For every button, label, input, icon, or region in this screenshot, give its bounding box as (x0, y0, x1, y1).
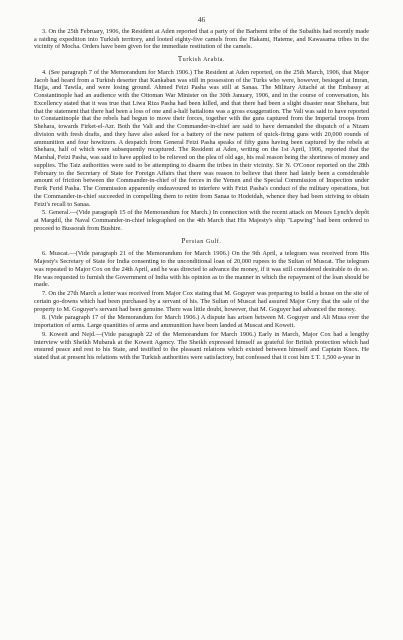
paragraph-9: 9. Koweit and Nejd.—(Vide paragraph 22 of the Memorandum for March 1906.) Early in March, Major Cox had a lengthy interview with Sheikh Mubarak at the Koweit Agency. The Sheikh expressed himself as grateful for British protection which had ensured peace and rest to his State, and testified to the pleasant relations which existed between himself and Captain Knox. He stated that at present his relations with the Turkish authorities were satisfactory, but confessed that it cost him £ T. 1,500 a-year in (34, 330, 369, 361)
paragraph-8: 8. (Vide paragraph 17 of the Memorandum for March 1906.) A dispute has arisen between M. Goguyer and Ali Musa over the importation of arms. Large quantities of arms and ammunition have been landed at Muscat and Koweit. (34, 314, 369, 329)
page-number: 46 (197, 16, 206, 24)
section-heading-persian-gulf: Persian Gulf. (181, 236, 222, 245)
paragraph-5: 5. General.—(Vide paragraph 15 of the Memorandum for March.) In connection with the recent attack on Messrs Lynch's depôt at Margdil, the Naval Commander-in-chief telegraphed on the 4th March that His Majesty's ship "Lapwing" had been ordered to proceed to Bussorah from Bushire. (34, 209, 369, 232)
paragraph-7: 7. On the 27th March a letter was received from Major Cox stating that M. Goguyer was preparing to build a house on the site of certain go-downs which had been purchased by a servant of his. The Sultan of Muscat had assured Major Grey that the sale of the property to M. Goguyer's servant had been genuine. There was little doubt, however, that M. Goguyer had advanced the money. (34, 290, 369, 313)
paragraph-3: 3. On the 25th February, 1906, the Resident at Aden reported that a party of the Barhemi tribe of the Subaihis had recently made a raiding expedition into Turkish territory, and looted eighty-five camels from the Hakami, Hateme, and Kawasama tribes in the vicinity of Mocha. Orders have been given for the immediate restitution of the camels. (34, 27, 369, 51)
paragraph-4: 4. (See paragraph 7 of the Memorandum for March 1906.) The Resident at Aden reported, on the 25th March, 1906, that Major Jacob had heard from a Turkish deserter that Kankaban was still in possession of the Turks who were, however, besieged at Imran, Hajja, and Tawila, and were losing ground. Ahmed Feizi Pasha was still at Sanaa. The Military Attaché at the Embassy at Constantinople had an audience with the Ottoman War Minister on the 30th January, 1906, and in the course of conversation, his Excellency stated that it was true that Liwa Riza Pasha had been killed, and that there had been a slight disaster near Shehara, but that the statement that there had been a loss of one and a-half battalions was a gross exaggeration. The Vali was said to have reported to Constantinople that the rebels had begun to move their forces, together with the guns captured from the Imperial troops from Shehara, towards Firket-el-Azr. Both the Vali and the Commander-in-chief are said to have demanded the dispatch of a Nizam division with fresh drafts, and they have also asked for a battery of the new pattern of quick-firing guns with 20,000 rounds of ammunition and four howitzers. A despatch from General Feizi Pasha speaks of fifty guns having been captured by the rebels at Shehara, half of which were subsequently recaptured. The Resident at Aden, writing on the 1st April, 1906, reported that the Marshal, Feizi Pasha, was said to have applied to be relieved on the plea of old age, his real reason being the shortness of money and supplies. The Taiz authorities were said to be attempting to disarm the tribes in their vicinity. Sir N. O'Conor reported on the 28th February to the Secretary of State for Foreign Affairs that there was reason to believe that there had lately been a considerable amount of friction between the Commander-in-chief of the forces in the Yemen and the Special Commission of Inspection under Ferik Ferid Pasha. The Commission apparently endeavoured to interfere with Feizi Pasha's conduct of the military operations, but the Commander-in-chief succeeded in compelling them to retire from Sanaa to Hodeidah, whence they had been striving to obtain Feizi's recall to Sanaa. (34, 68, 369, 208)
section-heading-turkish-arabia: Turkish Arabia. (177, 55, 226, 63)
paragraph-6: 6. Muscat.—(Vide paragraph 21 of the Memorandum for March 1906.) On the 9th April, a telegram was received from His Majesty's Secretary of State for India consenting to the unconditional loan of 20,000 rupees to the Sultan of Muscat. The telegram was repeated to Major Cox on the 24th April, and he was directed to advance the money, if it was still considered desirable to do so. He was requested to furnish the Government of India with his opinion as to the manner in which the repayment of the loan should be made. (34, 250, 369, 289)
